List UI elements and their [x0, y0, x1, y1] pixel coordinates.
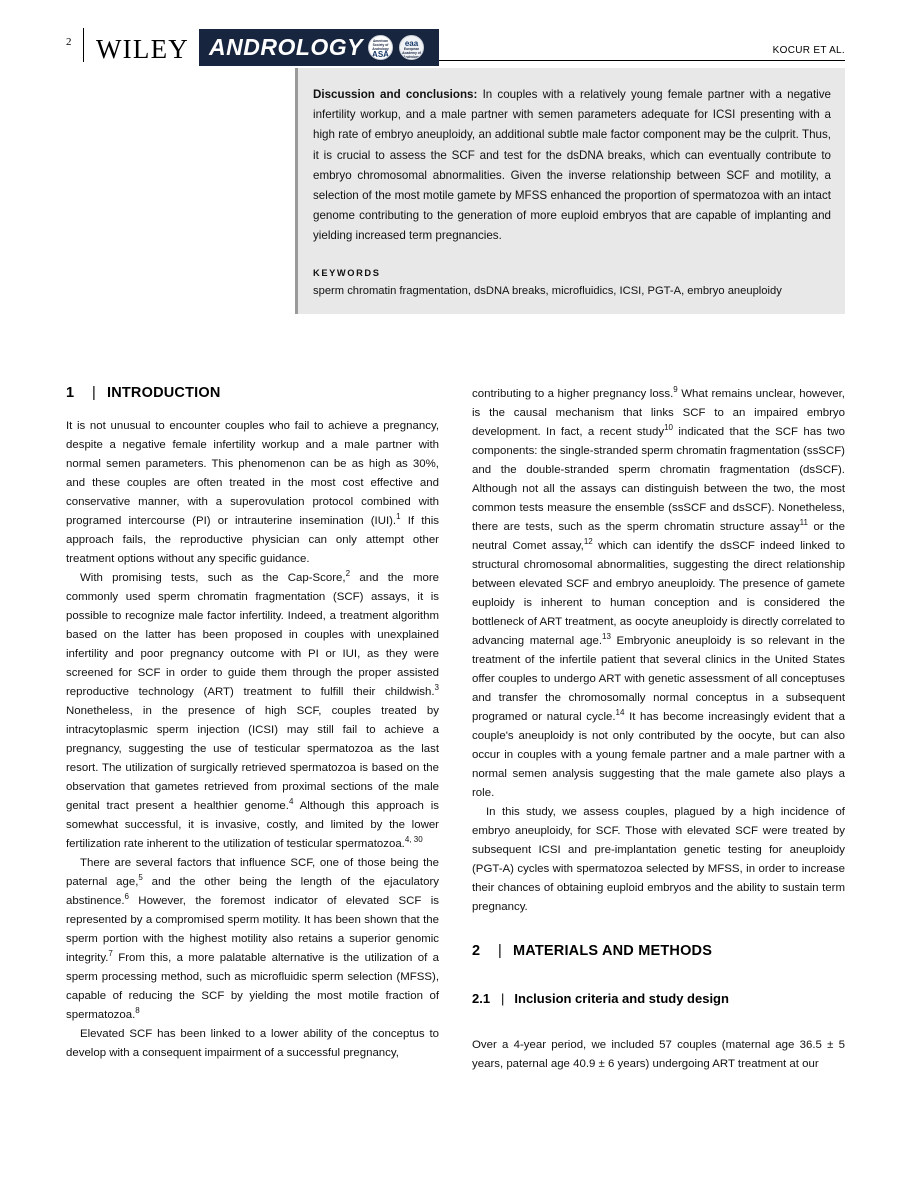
plus-minus-symbol: ±: [598, 1058, 605, 1070]
citation-ref: 9: [673, 385, 678, 395]
paragraph-text: There are several factors that influence SCF, one of those being the paternal age,: [66, 857, 439, 888]
left-column: [66, 385, 439, 1063]
paragraph-text: indicated that the SCF has two components: the single-stranded sperm chromatin fragmentation (ssSCF) and the double-stranded sperm chromatin fragmentation (dsSCF). Although not all the assays can distinguish between the two, the most common tests measure the ensemble (ssSCF and dsSCF). Nonetheless, there are tests, such as the sperm chromatin structure assay: [472, 426, 845, 533]
paragraph-text: and the other being the length of the ejaculatory abstinence.: [66, 876, 439, 907]
citation-ref: 8: [135, 1006, 140, 1016]
page-number: 2: [66, 36, 72, 48]
citation-ref: 4, 30: [404, 835, 423, 845]
citation-ref: 4: [288, 797, 294, 807]
section-divider-icon: |: [498, 943, 502, 959]
section-number-introduction: 1: [66, 385, 75, 401]
spacer: [472, 917, 845, 943]
paragraph-text: Over a 4-year period, we included 57 couples (maternal age 36.5: [472, 1039, 828, 1051]
citation-ref: 13: [602, 632, 611, 642]
running-head: [0, 14, 911, 64]
abstract-label: Discussion and conclusions:: [313, 88, 478, 101]
section-title-materials: MATERIALS AND METHODS: [512, 943, 713, 959]
running-head-authors-text: KOCUR ET AL.: [772, 45, 845, 56]
journal-title-badge: [199, 29, 439, 66]
paragraph-text: What remains unclear, however, is the causal mechanism that links SCF to an impaired embryo development. In fact, a recent study: [472, 388, 845, 438]
paragraph: [66, 854, 439, 1025]
subsection-heading-inclusion-criteria: [472, 991, 845, 1006]
section-divider-icon: |: [92, 385, 96, 401]
paragraph-text: It is not unusual to encounter couples who fail to achieve a pregnancy, despite a negative female infertility workup and a male partner with normal semen parameters. This phenomenon can be as high as 30%, and these couples are often treated in the most cost effective and conservative manner, with a superovulation protocol combined with programed intercourse (PI) or intrauterine insemination (IUI).: [66, 420, 439, 527]
keywords-list: sperm chromatin fragmentation, dsDNA breaks, microfluidics, ICSI, PGT-A, embryo aneuploidy: [313, 285, 782, 298]
section-number-materials: 2: [472, 943, 481, 959]
running-head-authors: [773, 45, 845, 56]
section-heading-materials-and-methods: [472, 943, 845, 959]
subsection-title-inclusion: Inclusion criteria and study design: [514, 991, 729, 1006]
abstract-box: [295, 68, 845, 314]
paragraph: [66, 569, 439, 854]
publisher-logo: WILEY: [96, 34, 189, 64]
paragraph-text: contributing to a higher pregnancy loss.: [472, 388, 674, 400]
citation-ref: 6: [124, 892, 129, 902]
spacer: [472, 975, 845, 991]
paragraph-text: If this approach fails, the reproductive physician can only attempt other treatment options without any specific guidance.: [66, 515, 439, 565]
paragraph-text: Embryonic aneuploidy is so relevant in the treatment of the infertile patient that several clinics in the United States offer couples to undergo ART with genetic assessment of all conceptuses and transfer the chromosomally normal conceptus in a subsequent programed or natural cycle.: [472, 635, 845, 723]
paragraph-text: Although this approach is somewhat successful, it is invasive, costly, and limited by the lower fertilization rate inherent to the utilization of testicular spermatozoa.: [66, 800, 439, 850]
paragraph: [66, 1025, 439, 1063]
paragraph-text: 5 years, paternal age 40.9: [472, 1039, 845, 1070]
asa-logo-mid-text: ASA: [372, 50, 389, 60]
spacer: [472, 1020, 845, 1036]
citation-ref: 10: [664, 423, 673, 433]
paragraph-text: From this, a more palatable alternative is the utilization of a sperm processing method, such as microfluidic sperm selection (MFSS), capable of reducing the SCF by yielding the most motile fraction of spermatozoa.: [66, 952, 439, 1021]
right-column: [472, 385, 845, 1074]
plus-minus-symbol: ±: [827, 1039, 834, 1051]
keywords-heading: KEYWORDS: [313, 268, 381, 279]
paragraph-text: or the neutral Comet assay,: [472, 521, 845, 552]
paragraph-text: which can identify the dsSCF indeed linked to structural chromosomal abnormalities, suggesting the direct relationship between elevated SCF and embryo aneuploidy. The presence of gamete euploidy is inherent to human conception and is considered the bottleneck of ART treatment, as oocyte aneuploidy is directly correlated to advancing maternal age.: [472, 540, 845, 647]
paragraph-text: With promising tests, such as the Cap-Score,: [80, 572, 346, 584]
paragraph-text: Elevated SCF has been linked to a lower ability of the conceptus to develop with a consequent impairment of a successful pregnancy,: [66, 1028, 439, 1059]
paragraph-text: In this study, we assess couples, plagued by a high incidence of embryo aneuploidy, for SCF. Those with elevated SCF were treated by subsequent ICSI and pre-implantation genetic testing for aneuploidy (PGT-A) cycles with spermatozoa selected by MFSS, in order to increase their chances of obtaining euploid embryos and the ability to sustain term pregnancy.: [472, 806, 845, 913]
eaa-society-logo-icon: [399, 35, 424, 60]
paragraph-text: Nonetheless, in the presence of high SCF, couples treated by intracytoplasmic sperm injection (ICSI) may still fail to achieve a pregnancy, suggesting the use of testicular spermatozoa as the last resort. The utilization of surgically retrieved spermatozoa is based on the observation that gametes retrieved from proximal sections of the male genital tract present a healthier genome.: [66, 705, 439, 812]
abstract-text: In couples with a relatively young female partner with a negative infertility workup, and a male partner with semen parameters adequate for ICSI presenting with a high rate of embryo aneuploidy, an additional subtle male factor component may be the culprit. Thus, it is crucial to assess the SCF and test for the dsDNA breaks, which can eventually contribute to embryo chromosomal abnormalities. Given the inverse relationship between SCF and motility, a selection of the most motile gamete by MFSS enhanced the proportion of spermatozoa with an intact genome contributing to the generation of more euploid embryos that are capable of implanting and yielding increased term pregnancies.: [313, 88, 831, 243]
asa-logo-top-text: American Society of Andrology: [372, 39, 389, 51]
citation-ref: 1: [396, 512, 401, 522]
subsection-number-inclusion: 2.1: [472, 991, 491, 1006]
paragraph: [472, 1036, 845, 1074]
paragraph-text: However, the foremost indicator of elevated SCF is represented by a compromised sperm motility. It has been shown that the sperm portion with the highest motility also retains a superior genomic integrity.: [66, 895, 439, 964]
paragraph: [472, 385, 845, 803]
citation-ref: 14: [615, 708, 625, 718]
journal-name: ANDROLOGY: [209, 34, 363, 60]
citation-ref: 2: [345, 569, 351, 579]
eaa-logo-top-text: European Academy of Andrology: [402, 47, 421, 59]
paragraph: [472, 803, 845, 917]
citation-ref: 12: [583, 537, 593, 547]
paragraph-text: It has become increasingly evident that a couple's aneuploidy is not only contributed by the oocyte, but can also occur in couples with a young female partner and a male partner with a normal semen analysis suggesting that the male gamete also plays a role.: [472, 711, 845, 799]
citation-ref: 3: [434, 683, 439, 693]
asa-society-logo-icon: [368, 35, 393, 60]
running-head-rule: [439, 60, 845, 61]
eaa-logo-mid-text: eaa: [404, 39, 419, 48]
paragraph: [66, 417, 439, 569]
citation-ref: 5: [138, 873, 143, 883]
page-number-divider: [83, 28, 84, 62]
paragraph-text: and the more commonly used sperm chromatin fragmentation (SCF) assays, it is possible to recognize male factor infertility. Indeed, a treatment algorithm based on the latter has been proposed in couples with unexplained infertility and poor pregnancy outcome with PI or IUI, as they were screened for SCF in order to guide them through the proper assisted reproductive technology (ART) treatment to fulfill their childwish.: [66, 572, 439, 698]
subsection-divider-icon: |: [501, 991, 505, 1006]
paragraph-text: 6 years) undergoing ART treatment at our: [604, 1058, 819, 1070]
citation-ref: 7: [108, 949, 113, 959]
abstract-paragraph: [313, 85, 831, 246]
section-heading-introduction: [66, 385, 439, 401]
section-title-introduction: INTRODUCTION: [106, 385, 221, 401]
citation-ref: 11: [799, 518, 808, 528]
